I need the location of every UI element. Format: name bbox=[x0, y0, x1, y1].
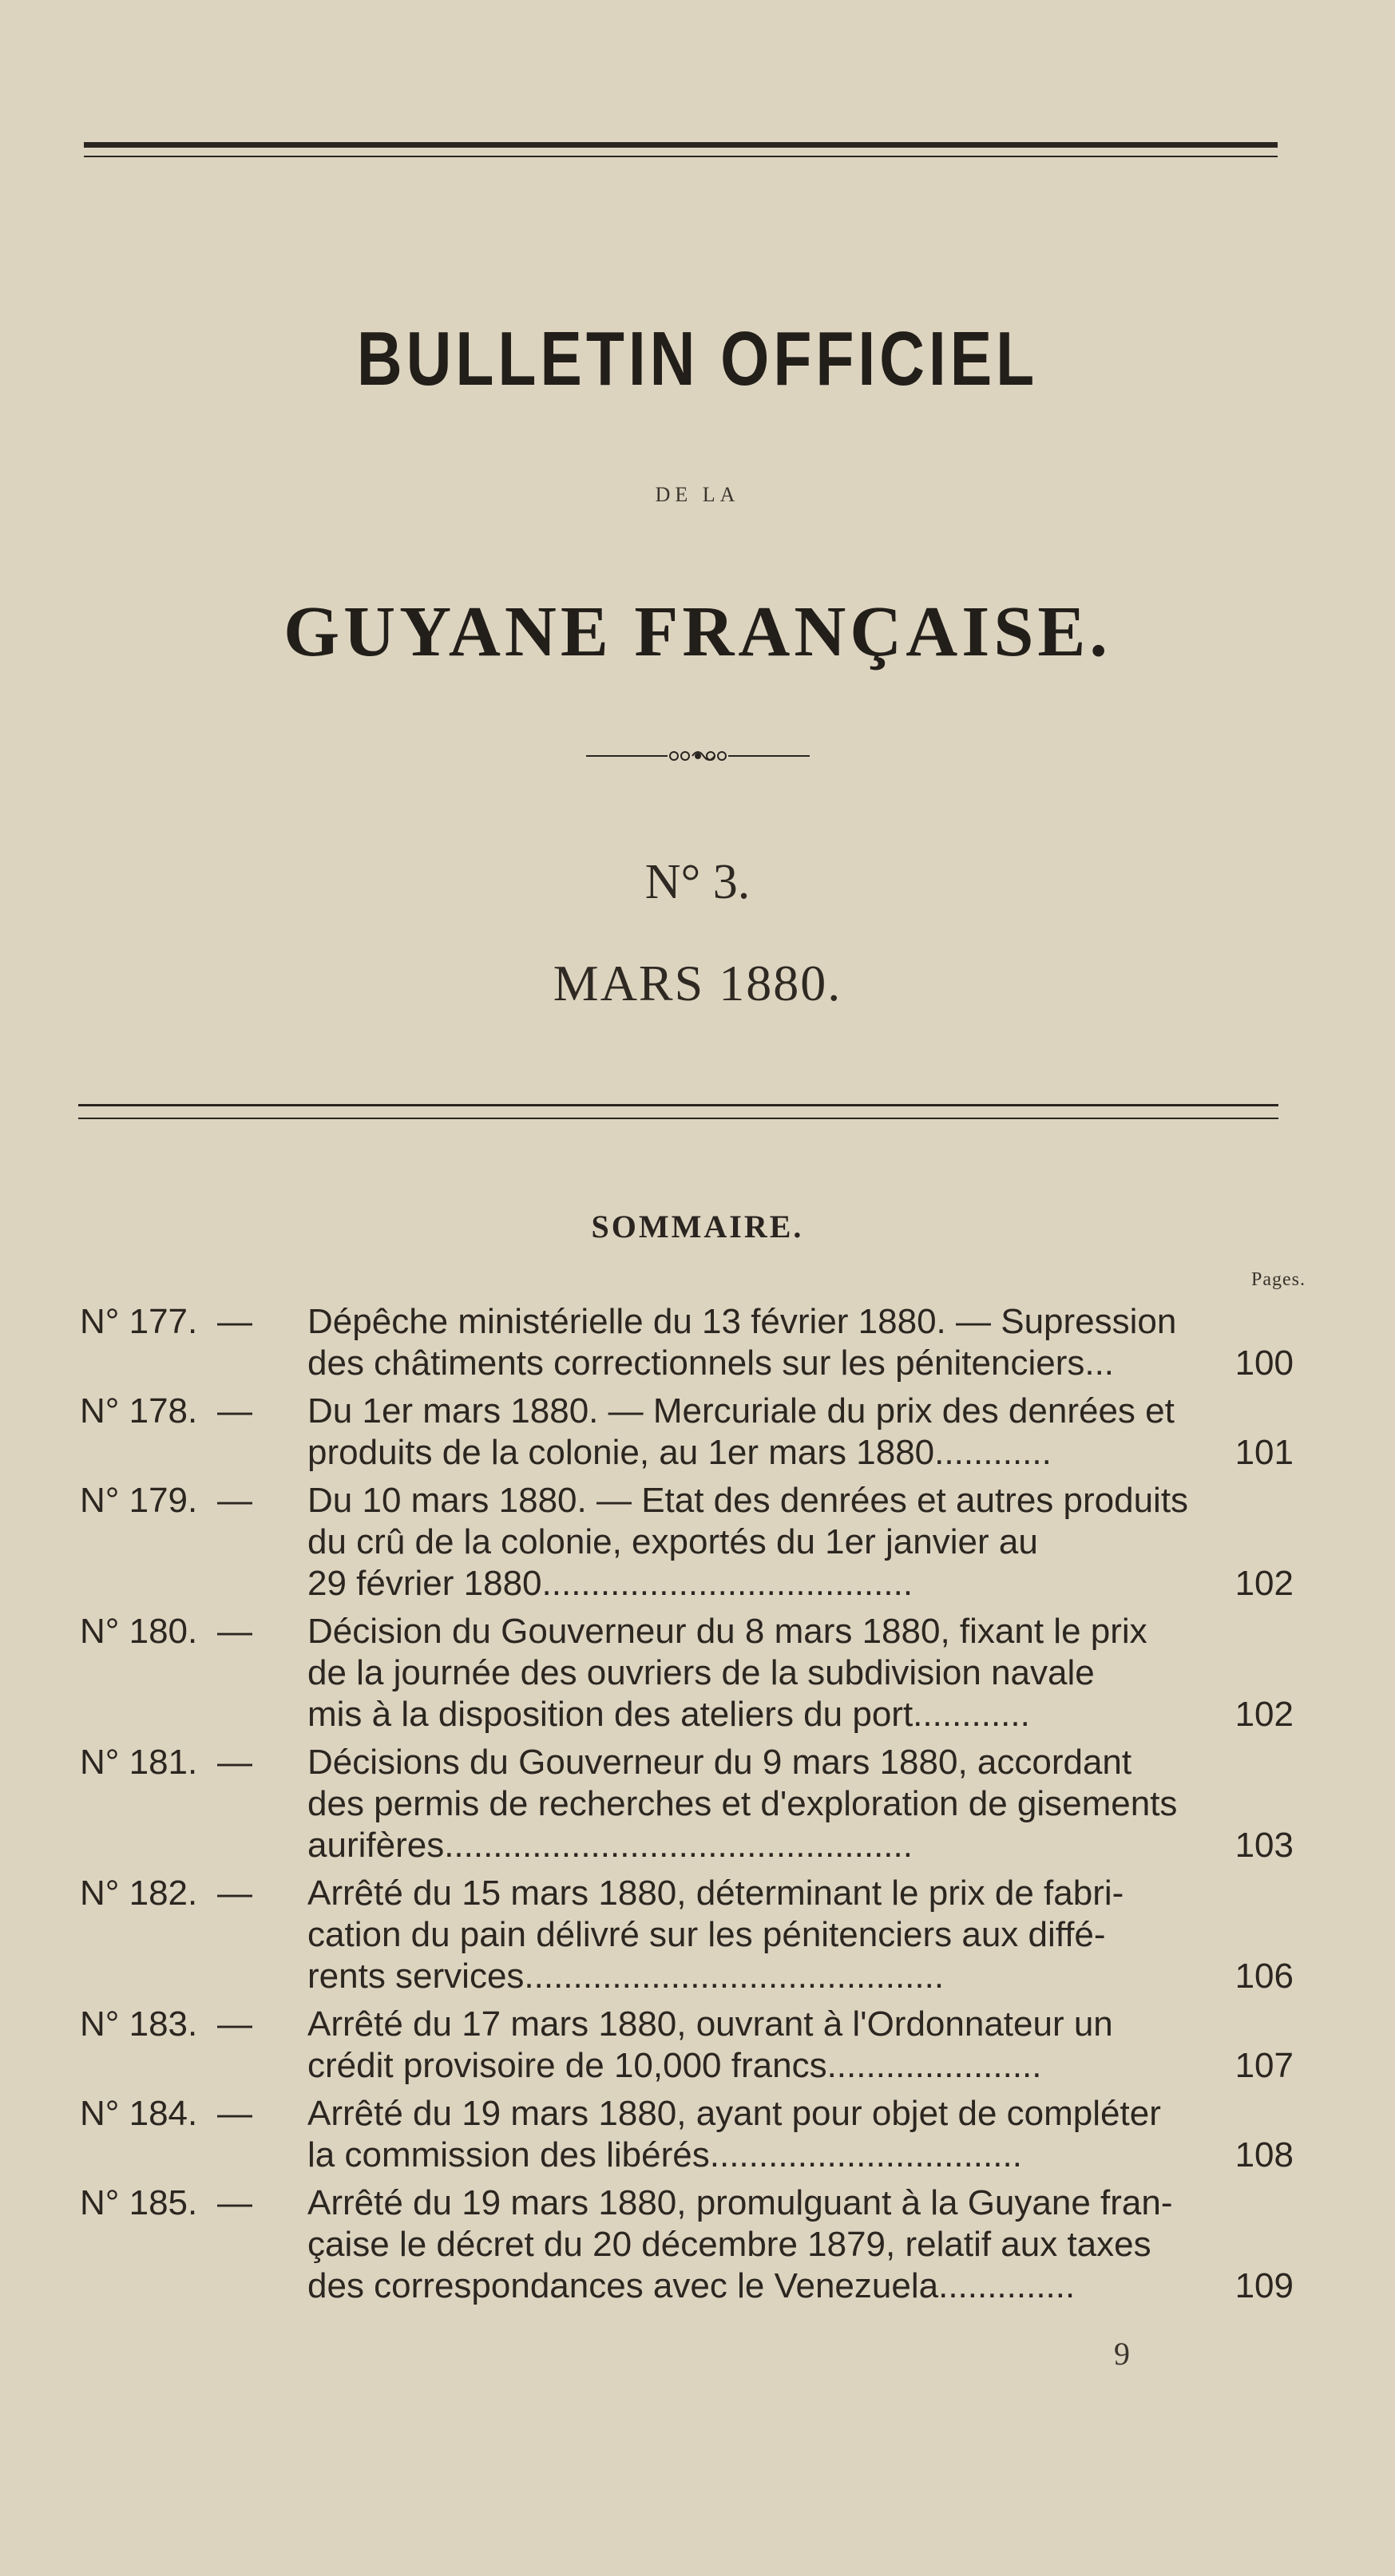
entry-text-line: cation du pain délivré sur les pénitenciers aux diffé- bbox=[307, 1915, 1106, 1954]
top-double-rule bbox=[84, 142, 1278, 157]
entry-page: 106 bbox=[1234, 1957, 1294, 1996]
entry-text-line: Arrêté du 19 mars 1880, ayant pour objet de compléter bbox=[307, 2094, 1161, 2133]
entry-number: N° 179. bbox=[80, 1481, 198, 1520]
page-folio: 9 bbox=[1114, 2336, 1130, 2372]
entry-text-line: du crû de la colonie, exportés du 1er janvier au bbox=[307, 1522, 1038, 1561]
entry-text-line: Arrêté du 17 mars 1880, ouvrant à l'Ordonnateur un bbox=[307, 2004, 1113, 2044]
entry-page: 102 bbox=[1234, 1564, 1294, 1603]
entry-page: 107 bbox=[1234, 2046, 1294, 2085]
entry-text-line: Arrêté du 15 mars 1880, déterminant le prix de fabri- bbox=[307, 1874, 1124, 1913]
entry-number: N° 185. bbox=[80, 2183, 198, 2222]
entry-page: 102 bbox=[1234, 1695, 1294, 1734]
entry-number: N° 178. bbox=[80, 1391, 198, 1430]
entry-text-line: Du 1er mars 1880. — Mercuriale du prix des denrées et bbox=[307, 1391, 1175, 1430]
entry-dash: — bbox=[217, 1743, 252, 1782]
entry-text-line: Dépêche ministérielle du 13 février 1880. — Supression bbox=[307, 1302, 1177, 1341]
entry-text-line: aurifères................................................ bbox=[307, 1826, 913, 1865]
sommaire-heading: SOMMAIRE. bbox=[591, 1209, 804, 1244]
issue-number: N° 3. bbox=[644, 855, 751, 909]
entry-dash: — bbox=[217, 1302, 252, 1341]
title-connector: DE LA bbox=[655, 483, 740, 506]
entry-text-line: çaise le décret du 20 décembre 1879, relatif aux taxes bbox=[307, 2225, 1151, 2264]
entry-dash: — bbox=[217, 1874, 252, 1913]
entry-page: 100 bbox=[1234, 1343, 1294, 1383]
entry-text-line: la commission des libérés................................ bbox=[307, 2135, 1022, 2174]
entry-text-line: 29 février 1880...................................... bbox=[307, 1564, 913, 1603]
entry-dash: — bbox=[217, 2094, 252, 2133]
middle-double-rule bbox=[78, 1104, 1278, 1119]
entry-number: N° 184. bbox=[80, 2094, 198, 2133]
ornament-divider bbox=[0, 746, 1395, 770]
entry-dash: — bbox=[217, 2183, 252, 2222]
ornament-icon bbox=[578, 746, 818, 766]
entry-page: 101 bbox=[1234, 1433, 1294, 1472]
entry-page: 108 bbox=[1234, 2135, 1294, 2174]
entry-page: 103 bbox=[1234, 1826, 1294, 1865]
entry-number: N° 181. bbox=[80, 1743, 198, 1782]
entry-number: N° 180. bbox=[80, 1612, 198, 1651]
entry-text-line: Décisions du Gouverneur du 9 mars 1880, accordant bbox=[307, 1743, 1132, 1782]
entry-number: N° 183. bbox=[80, 2004, 198, 2044]
bulletin-title: BULLETIN OFFICIEL bbox=[356, 316, 1039, 402]
entry-text-line: des châtiments correctionnels sur les pénitenciers... bbox=[307, 1343, 1115, 1383]
colony-title: GUYANE FRANÇAISE. bbox=[283, 592, 1112, 671]
entry-number: N° 182. bbox=[80, 1874, 198, 1913]
entry-text-line: crédit provisoire de 10,000 francs...................... bbox=[307, 2046, 1042, 2085]
entry-text-line: Du 10 mars 1880. — Etat des denrées et autres produits bbox=[307, 1481, 1189, 1520]
entry-text-line: Décision du Gouverneur du 8 mars 1880, fixant le prix bbox=[307, 1612, 1147, 1651]
entry-number: N° 177. bbox=[80, 1302, 198, 1341]
entry-dash: — bbox=[217, 1612, 252, 1651]
entry-text-line: des permis de recherches et d'exploration de gisements bbox=[307, 1784, 1178, 1823]
entry-page: 109 bbox=[1234, 2266, 1294, 2305]
entry-dash: — bbox=[217, 2004, 252, 2044]
issue-date: MARS 1880. bbox=[553, 955, 842, 1011]
pages-column-label: Pages. bbox=[1251, 1269, 1306, 1290]
entry-dash: — bbox=[217, 1481, 252, 1520]
entry-text-line: rents services........................................... bbox=[307, 1957, 945, 1996]
entry-text-line: Arrêté du 19 mars 1880, promulguant à la Guyane fran- bbox=[307, 2183, 1173, 2222]
entry-text-line: des correspondances avec le Venezuela.............. bbox=[307, 2266, 1076, 2305]
entry-dash: — bbox=[217, 1391, 252, 1430]
entry-text-line: de la journée des ouvriers de la subdivision navale bbox=[307, 1653, 1095, 1692]
entry-text-line: produits de la colonie, au 1er mars 1880............ bbox=[307, 1433, 1052, 1472]
entry-text-line: mis à la disposition des ateliers du port............ bbox=[307, 1695, 1030, 1734]
